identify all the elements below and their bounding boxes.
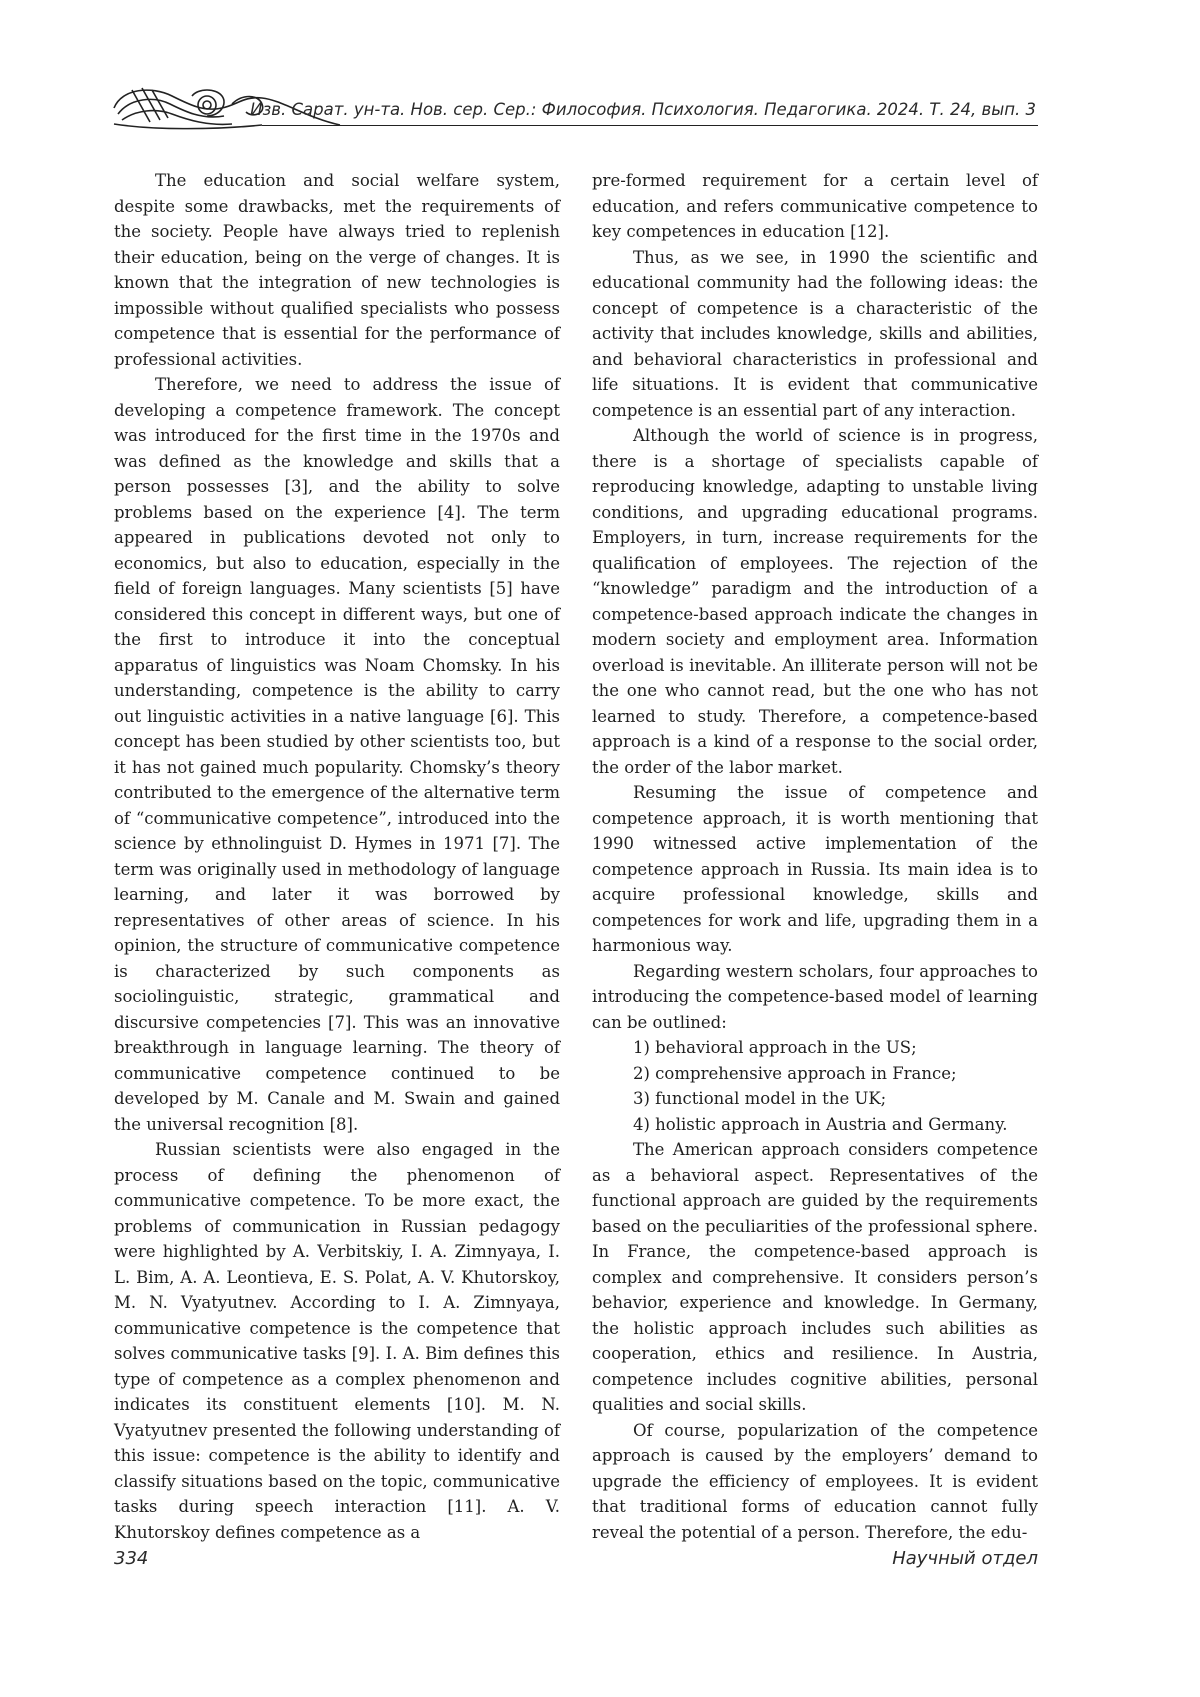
list-item: 2) comprehensive approach in France; bbox=[633, 1063, 957, 1083]
list-item: 1) behavioral approach in the US; bbox=[633, 1038, 917, 1057]
section-name: Научный отдел bbox=[892, 1548, 1038, 1569]
paragraph: Thus, as we see, in 1990 the scientific and educational community had the following ideas: the concept of competence is a characteristic of the activity that includes knowledge, skills and abilities, and behavioral characteristics in professional and life situations. It is evident that communicative competence is an essential part of any interaction. bbox=[592, 247, 1038, 420]
left-column bbox=[114, 168, 560, 1545]
page-number: 334 bbox=[114, 1548, 149, 1569]
header-rule bbox=[262, 125, 1038, 126]
list-item: 4) holistic approach in Austria and Germany. bbox=[633, 1114, 1008, 1134]
list-item: 3) functional model in the UK; bbox=[633, 1089, 887, 1108]
paragraph: Regarding western scholars, four approaches to introducing the competence-based model of learning can be outlined: bbox=[592, 961, 1038, 1032]
paragraph-continuation: pre-formed requirement for a certain level of education, and refers communicative competence to key competences in education [12]. bbox=[592, 171, 1038, 241]
running-header bbox=[112, 78, 1038, 134]
journal-citation: Изв. Сарат. ун-та. Нов. сер. Сер.: Философия. Психология. Педагогика. 2024. Т. 24, вып. 3 bbox=[250, 100, 1036, 119]
paragraph: Resuming the issue of competence and competence approach, it is worth mentioning that 1990 witnessed active implementation of the competence approach in Russia. Its main idea is to acquire professional knowledge, skills and competences for work and life, upgrading them in a harmonious way. bbox=[592, 783, 1038, 955]
paragraph: The American approach considers competence as a behavioral aspect. Representatives of the functional approach are guided by the requirements based on the peculiarities of the professional sphere. In France, the competence-based approach is complex and comprehensive. It considers person’s behavior, experience and knowledge. In Germany, the holistic approach includes such abilities as cooperation, ethics and resilience. In Austria, competence includes cognitive abilities, personal qualities and social skills. bbox=[592, 1140, 1038, 1414]
paragraph: Of course, popularization of the competence approach is caused by the employers’ demand to upgrade the efficiency of employees. It is evident that traditional forms of education cannot fully reveal the potential of a person. Therefore, the edu- bbox=[592, 1420, 1038, 1542]
paragraph: Although the world of science is in progress, there is a shortage of specialists capable of reproducing knowledge, adapting to unstable living conditions, and upgrading educational programs. Employers, in turn, increase requirements for the qualification of employees. The rejection of the “knowledge” paradigm and the introduction of a competence-based approach indicate the changes in modern society and employment area. Information overload is inevitable. An illiterate person will not be the one who cannot read, but the one who has not learned to study. Therefore, a competence-based approach is a kind of a response to the social order, the order of the labor market. bbox=[592, 426, 1038, 777]
paragraph: Therefore, we need to address the issue of developing a competence framework. The concept was introduced for the first time in the 1970s and was defined as the knowledge and skills that a person possesses [3], and the ability to solve problems based on the experience [4]. The term appeared in publications devoted not only to economics, but also to education, especially in the field of foreign languages. Many scientists [5] have considered this concept in different ways, but one of the first to introduce it into the conceptual apparatus of linguistics was Noam Chomsky. In his understanding, competence is the ability to carry out linguistic activities in a native language [6]. This concept has been studied by other scientists too, but it has not gained much popularity. Chomsky’s theory contributed to the emergence of the alternative term of “communicative competence”, introduced into the science by ethnolinguist D. Hymes in 1971 [7]. The term was originally used in methodology of language learning, and later it was borrowed by representatives of other areas of science. In his opinion, the structure of communicative competence is characterized by such components as sociolinguistic, strategic, grammatical and discursive competencies [7]. This was an innovative breakthrough in language learning. The theory of communicative competence continued to be developed by M. Canale and M. Swain and gained the universal recognition [8]. bbox=[114, 375, 560, 1134]
right-column bbox=[592, 168, 1038, 1545]
paragraph: Russian scientists were also engaged in the process of defining the phenomenon of communicative competence. To be more exact, the problems of communication in Russian pedagogy were highlighted by A. Verbitskiy, I. A. Zimnyaya, I. L. Bim, A. A. Leontieva, E. S. Polat, A. V. Khutorskoy, M. N. Vyatyutnev. According to I. A. Zimnyaya, communicative competence is the competence that solves communicative tasks [9]. I. A. Bim defines this type of competence as a complex phenomenon and indicates its constituent elements [10]. M. N. Vyatyutnev presented the following understanding of this issue: competence is the ability to identify and classify situations based on the topic, communicative tasks during speech interaction [11]. A. V. Khutorskoy defines competence as a bbox=[114, 1140, 560, 1542]
paragraph: The education and social welfare system, despite some drawbacks, met the requirements of the society. People have always tried to replenish their education, being on the verge of changes. It is known that the integration of new technologies is impossible without qualified specialists who possess competence that is essential for the performance of professional activities. bbox=[114, 171, 560, 369]
